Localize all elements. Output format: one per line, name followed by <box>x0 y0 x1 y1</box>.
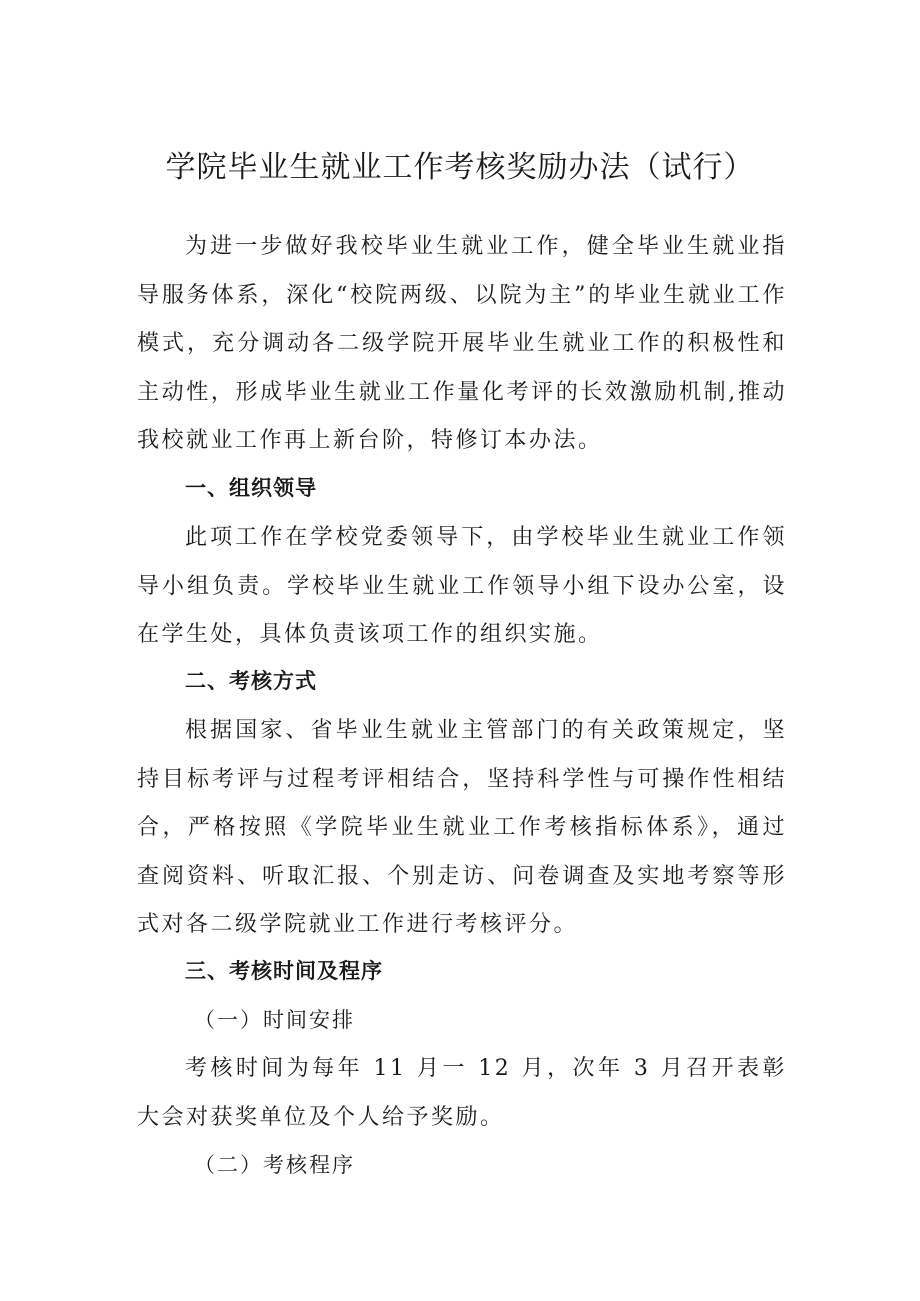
section-heading-organization: 一、组织领导 <box>185 476 317 500</box>
document-title: 学院毕业生就业工作考核奖励办法（试行） <box>165 150 755 185</box>
subheading-assessment-procedure: （二）考核程序 <box>194 1153 355 1177</box>
subheading-time-arrangement: （一）时间安排 <box>194 1008 355 1032</box>
section-organization-paragraph: 此项工作在学校党委领导下，由学校毕业生就业工作领导小组负责。学校毕业生就业工作领导小组下设办公室，设在学生处，具体负责该项工作的组织实施。 <box>137 525 787 647</box>
section-heading-schedule-procedure: 三、考核时间及程序 <box>185 959 383 983</box>
intro-paragraph: 为进一步做好我校毕业生就业工作，健全毕业生就业指导服务体系，深化“校院两级、以院为主”的毕业生就业工作模式，充分调动各二级学院开展毕业生就业工作的积极性和主动性，形成毕业生就业工作量化考评的长效激励机制,推动我校就业工作再上新台阶，特修订本办法。 <box>137 234 787 453</box>
section-heading-assessment-method: 二、考核方式 <box>185 669 317 693</box>
section-assessment-method-paragraph: 根据国家、省毕业生就业主管部门的有关政策规定，坚持目标考评与过程考评相结合，坚持科学性与可操作性相结合，严格按照《学院毕业生就业工作考核指标体系》，通过查阅资料、听取汇报、个别走访、问卷调查及实地考察等形式对各二级学院就业工作进行考核评分。 <box>137 718 787 937</box>
time-arrangement-paragraph: 考核时间为每年 11 月一 12 月，次年 3 月召开表彰大会对获奖单位及个人给予奖励。 <box>137 1056 787 1130</box>
